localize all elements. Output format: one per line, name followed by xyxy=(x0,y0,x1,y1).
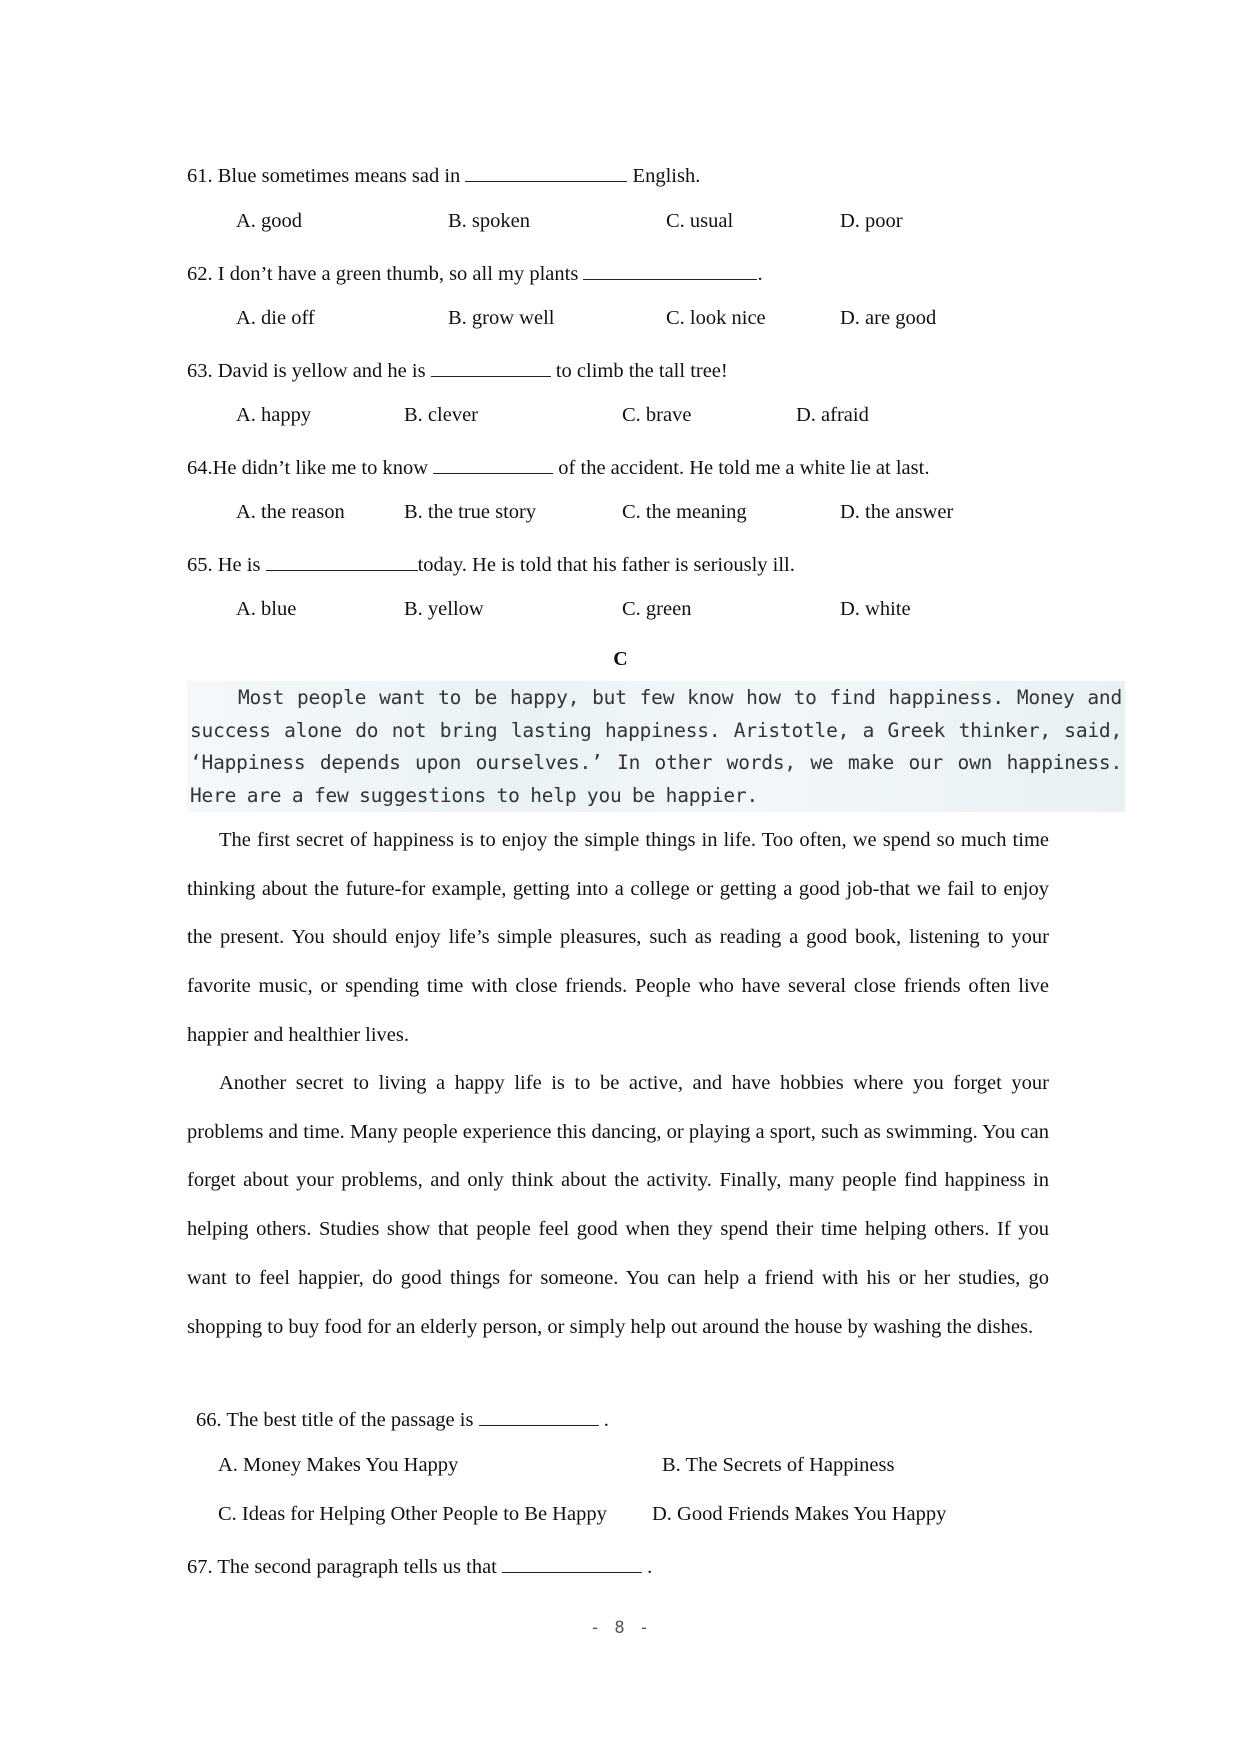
question-66-text-start: 66. The best title of the passage is xyxy=(196,1409,479,1431)
option-66-b: B. The Secrets of Happiness xyxy=(662,1454,895,1476)
scanned-intro xyxy=(190,682,1122,812)
option-64-d: D. the answer xyxy=(840,501,954,523)
question-65-text-end: today. He is told that his father is seriously ill. xyxy=(417,554,795,576)
option-62-a: A. die off xyxy=(236,307,315,329)
question-65 xyxy=(187,550,795,577)
question-67-text-end: . xyxy=(642,1556,653,1578)
answer-blank xyxy=(431,356,551,377)
option-63-a: A. happy xyxy=(236,404,312,426)
option-65-a: A. blue xyxy=(236,598,297,620)
option-66-c: C. Ideas for Helping Other People to Be Happy xyxy=(218,1503,607,1525)
answer-blank xyxy=(502,1552,642,1573)
option-66-d: D. Good Friends Makes You Happy xyxy=(652,1503,947,1525)
question-64 xyxy=(187,453,929,480)
passage-paragraph-1 xyxy=(187,816,1049,1060)
option-61-d: D. poor xyxy=(840,210,903,232)
page-number: - 8 - xyxy=(589,1618,652,1638)
answer-blank xyxy=(465,161,627,182)
question-64-text-start: 64.He didn’t like me to know xyxy=(187,457,434,479)
answer-blank xyxy=(479,1405,599,1426)
paragraph-1-text: The first secret of happiness is to enjoy the simple things in life. Too often, we spend so much time thinking about the future-for example, getting into a college or getting a good job-that we fail to enjoy the present. You should enjoy life’s simple pleasures, such as reading a good book, listening to your favorite music, or spending time with close friends. People who have several close friends often live happier and healthier lives. xyxy=(187,829,1049,1046)
option-64-b: B. the true story xyxy=(404,501,537,523)
option-63-c: C. brave xyxy=(622,404,692,426)
question-63 xyxy=(187,356,728,383)
question-62-text-end: . xyxy=(757,263,763,285)
question-66 xyxy=(196,1405,609,1432)
option-63-b: B. clever xyxy=(404,404,478,426)
option-65-d: D. white xyxy=(840,598,911,620)
question-65-text-start: 65. He is xyxy=(187,554,266,576)
option-61-c: C. usual xyxy=(666,210,734,232)
question-66-text-end: . xyxy=(598,1409,609,1431)
option-62-c: C. look nice xyxy=(666,307,766,329)
question-67-text-start: 67. The second paragraph tells us that xyxy=(187,1556,503,1578)
option-65-b: B. yellow xyxy=(404,598,484,620)
option-64-c: C. the meaning xyxy=(622,501,747,523)
option-63-d: D. afraid xyxy=(796,404,869,426)
option-61-b: B. spoken xyxy=(448,210,530,232)
paragraph-2-text: Another secret to living a happy life is to be active, and have hobbies where you forget your problems and time. Many people experience this dancing, or playing a sport, such as swimming. You can forget about your problems, and only think about the activity. Finally, many people find happiness in helping others. Studies show that people feel good when they spend their time helping others. If you want to feel happier, do good things for someone. You can help a friend with his or her studies, go shopping to buy food for an elderly person, or simply help out around the house by washing the dishes. xyxy=(187,1072,1049,1338)
option-65-c: C. green xyxy=(622,598,692,620)
answer-blank xyxy=(433,453,553,474)
option-61-a: A. good xyxy=(236,210,303,232)
option-64-a: A. the reason xyxy=(236,501,345,523)
question-63-text-end: to climb the tall tree! xyxy=(550,360,728,382)
question-67 xyxy=(187,1552,652,1579)
question-63-text-start: 63. David is yellow and he is xyxy=(187,360,431,382)
section-heading: C xyxy=(613,648,628,670)
option-66-a: A. Money Makes You Happy xyxy=(218,1454,459,1476)
option-62-b: B. grow well xyxy=(448,307,555,329)
passage-paragraph-2 xyxy=(187,1059,1049,1351)
intro-paragraph: Most people want to be happy, but few know how to find happiness. Money and success alone do not bring lasting happiness. Aristotle, a Greek thinker, said, ‘Happiness depends upon ourselves.’ In other words, we make our own happiness. Here are a few suggestions to help you be happier. xyxy=(190,686,1122,807)
question-61-text-end: English. xyxy=(627,165,701,187)
question-62 xyxy=(187,259,763,286)
option-62-d: D. are good xyxy=(840,307,937,329)
question-61 xyxy=(187,161,700,188)
question-62-text-start: 62. I don’t have a green thumb, so all my plants xyxy=(187,263,584,285)
question-61-text-start: 61. Blue sometimes means sad in xyxy=(187,165,466,187)
answer-blank xyxy=(583,259,757,280)
answer-blank xyxy=(266,550,418,571)
question-64-text-end: of the accident. He told me a white lie at last. xyxy=(553,457,930,479)
